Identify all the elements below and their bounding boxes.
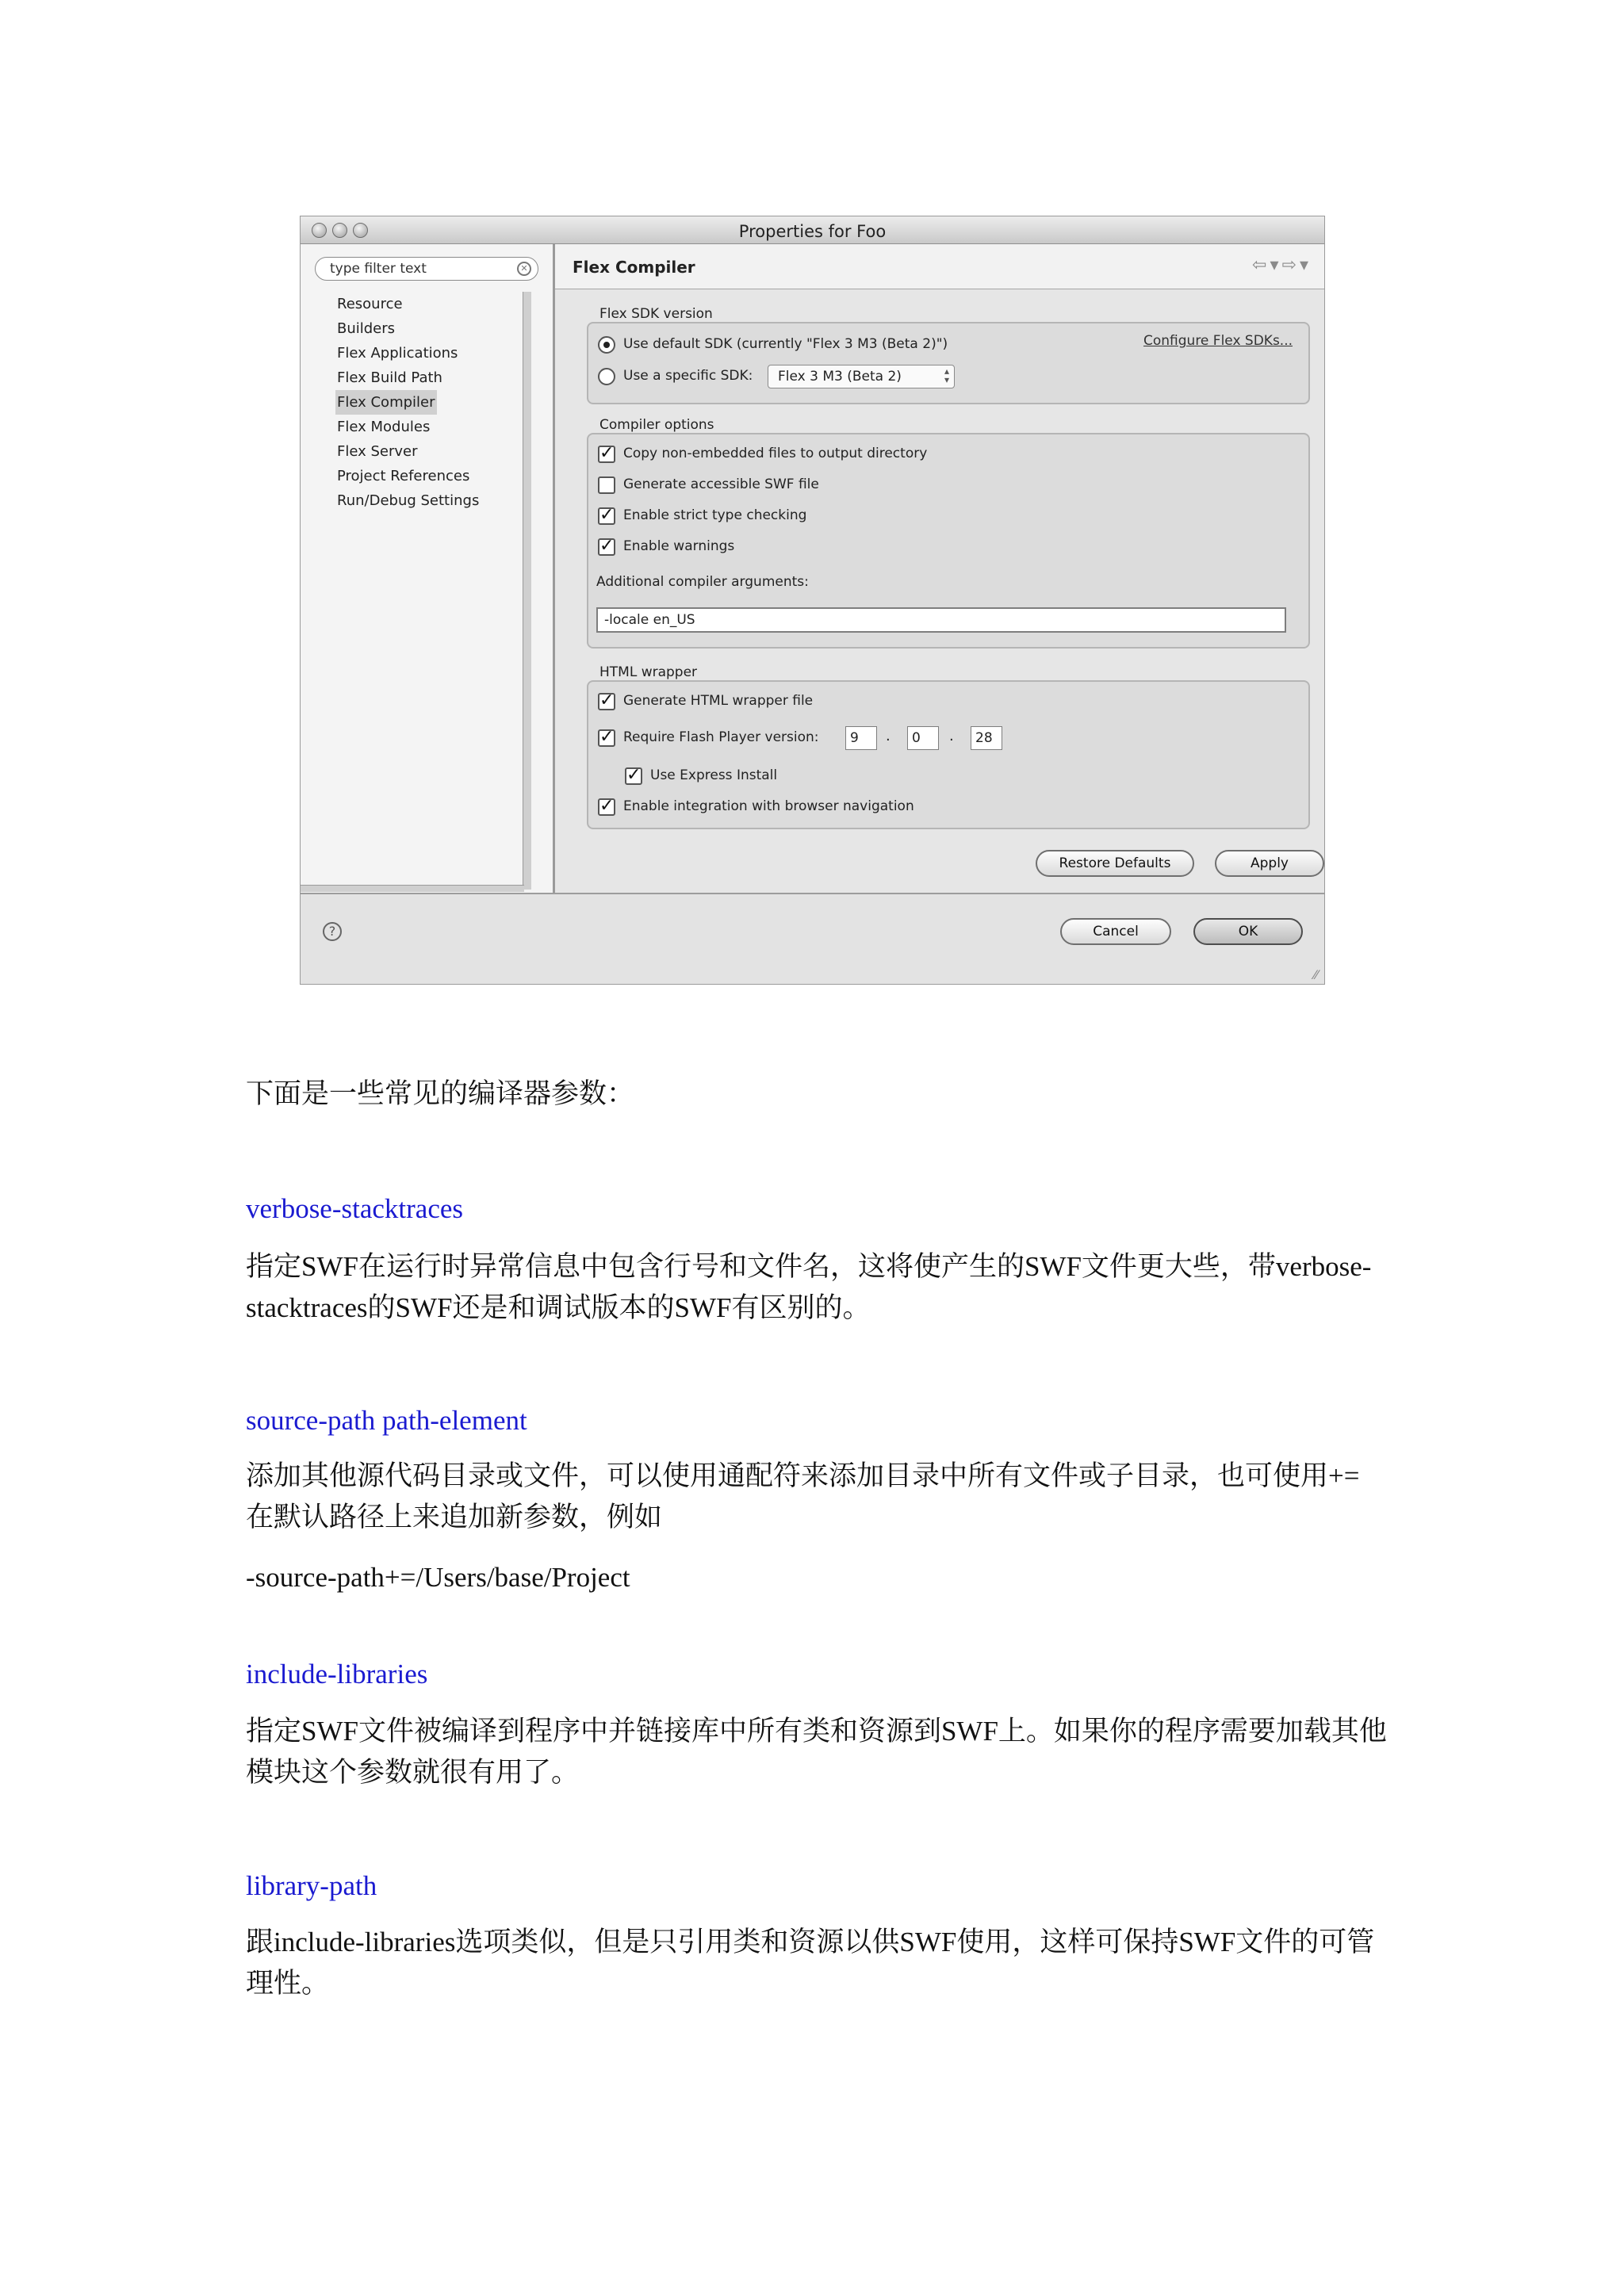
- compiler-args-label: Additional compiler arguments:: [596, 574, 809, 590]
- intro-paragraph: 下面是一些常见的编译器参数：: [246, 1078, 635, 1109]
- heading-source-path: source-path path-element: [246, 1405, 527, 1436]
- history-arrows[interactable]: [1252, 255, 1312, 275]
- resize-grip-icon[interactable]: ⁄⁄: [1313, 967, 1318, 982]
- cancel-button[interactable]: Cancel: [1060, 918, 1171, 945]
- express-install-label: Use Express Install: [650, 767, 778, 783]
- sdk-select-value: Flex 3 M3 (Beta 2): [778, 369, 902, 385]
- sdk-select[interactable]: [768, 365, 955, 388]
- nav-item-resource[interactable]: Resource: [337, 296, 403, 312]
- browser-nav-label: Enable integration with browser navigation: [623, 798, 914, 814]
- copy-files-label: Copy non-embedded files to output directory: [623, 446, 928, 461]
- restore-defaults-button[interactable]: Restore Defaults: [1036, 850, 1194, 877]
- express-install-checkbox[interactable]: ✓: [626, 765, 642, 785]
- heading-include-libraries: include-libraries: [246, 1659, 428, 1689]
- nav-item-flex-build-path[interactable]: Flex Build Path: [337, 369, 442, 386]
- compiler-args-input[interactable]: -locale en_US: [596, 607, 1286, 633]
- filter-placeholder: type filter text: [330, 261, 427, 277]
- nav-list: [335, 292, 481, 513]
- ok-button[interactable]: OK: [1193, 918, 1303, 945]
- left-nav-pane: [301, 244, 553, 893]
- heading-library-path: library-path: [246, 1870, 377, 1901]
- version-separator: .: [949, 728, 954, 744]
- generate-wrapper-label: Generate HTML wrapper file: [623, 693, 814, 709]
- paragraph-source-path: 添加其他源代码目录或文件，可以使用通配符来添加目录中所有文件或子目录，也可使用+= 在默认路径上来追加新参数，例如: [246, 1460, 1360, 1533]
- forward-arrow-icon[interactable]: ⇨▾: [1281, 255, 1312, 275]
- browser-nav-checkbox[interactable]: ✓: [599, 796, 615, 816]
- nav-item-flex-server[interactable]: Flex Server: [337, 443, 418, 460]
- strict-type-label: Enable strict type checking: [623, 507, 807, 523]
- compiler-group: [587, 433, 1310, 649]
- nav-item-flex-modules[interactable]: Flex Modules: [337, 419, 431, 435]
- specific-sdk-radio[interactable]: [598, 368, 615, 385]
- flash-major-input[interactable]: 9: [845, 726, 877, 750]
- page-header: [555, 244, 1325, 289]
- nav-item-project-references[interactable]: Project References: [337, 468, 470, 484]
- copy-files-checkbox[interactable]: ✓: [599, 443, 615, 463]
- configure-sdks-link[interactable]: Configure Flex SDKs...: [1143, 333, 1293, 349]
- stepper-arrows-icon: ▴ ▾: [944, 365, 949, 385]
- accessible-swf-checkbox[interactable]: [598, 476, 615, 494]
- strict-type-checkbox[interactable]: ✓: [599, 505, 615, 525]
- filter-input[interactable]: [315, 257, 538, 281]
- clear-icon[interactable]: ✕: [517, 262, 531, 276]
- nav-horizontal-scrollbar[interactable]: [301, 885, 524, 892]
- paragraph-verbose-stacktraces: 指定SWF在运行时异常信息中包含行号和文件名，这将使产生的SWF文件更大些，带verbose-stacktraces的SWF还是和调试版本的SWF有区别的。: [246, 1251, 1372, 1323]
- wrapper-group-label: HTML wrapper: [599, 664, 698, 680]
- compiler-settings-pane: [555, 244, 1325, 893]
- generate-wrapper-checkbox[interactable]: ✓: [599, 691, 615, 710]
- require-flash-checkbox[interactable]: ✓: [599, 727, 615, 747]
- default-sdk-radio[interactable]: [598, 336, 615, 354]
- warnings-label: Enable warnings: [623, 538, 735, 554]
- flash-minor-input[interactable]: 0: [907, 726, 939, 750]
- help-icon[interactable]: ?: [323, 922, 342, 941]
- title-bar: [301, 216, 1324, 244]
- wrapper-group: [587, 680, 1310, 829]
- nav-item-builders[interactable]: Builders: [337, 320, 396, 337]
- nav-vertical-scrollbar[interactable]: [523, 292, 531, 890]
- sdk-group: [587, 322, 1310, 404]
- paragraph-include-libraries: 指定SWF文件被编译到程序中并链接库中所有类和资源到SWF上。如果你的程序需要加载其他模块这个参数就很有用了。: [246, 1716, 1387, 1788]
- heading-verbose-stacktraces: verbose-stacktraces: [246, 1193, 464, 1224]
- page-title: Flex Compiler: [573, 258, 695, 277]
- flash-revision-input[interactable]: 28: [971, 726, 1002, 750]
- nav-item-flex-applications[interactable]: Flex Applications: [337, 345, 458, 362]
- window-title: Properties for Foo: [738, 222, 887, 241]
- paragraph-library-path: 跟include-libraries选项类似，但是只引用类和资源以供SWF使用，这样可保持SWF文件的可管理性。: [246, 1927, 1375, 1999]
- nav-item-run-debug-settings[interactable]: Run/Debug Settings: [337, 492, 480, 509]
- dialog-button-bar: [301, 893, 1324, 985]
- specific-sdk-label: Use a specific SDK:: [623, 368, 753, 384]
- nav-item-flex-compiler[interactable]: Flex Compiler: [335, 390, 437, 415]
- require-flash-label: Require Flash Player version:: [623, 729, 819, 745]
- back-arrow-icon[interactable]: ⇦▾: [1252, 255, 1282, 275]
- warnings-checkbox[interactable]: ✓: [599, 536, 615, 556]
- apply-button[interactable]: Apply: [1215, 850, 1324, 877]
- compiler-group-label: Compiler options: [599, 417, 714, 433]
- version-separator: .: [886, 728, 891, 744]
- accessible-swf-label: Generate accessible SWF file: [623, 476, 819, 492]
- default-sdk-label: Use default SDK (currently "Flex 3 M3 (Beta 2)"): [623, 336, 948, 352]
- sdk-group-label: Flex SDK version: [599, 306, 713, 322]
- properties-dialog: [300, 216, 1325, 985]
- source-path-example: -source-path+=/Users/base/Project: [246, 1562, 630, 1593]
